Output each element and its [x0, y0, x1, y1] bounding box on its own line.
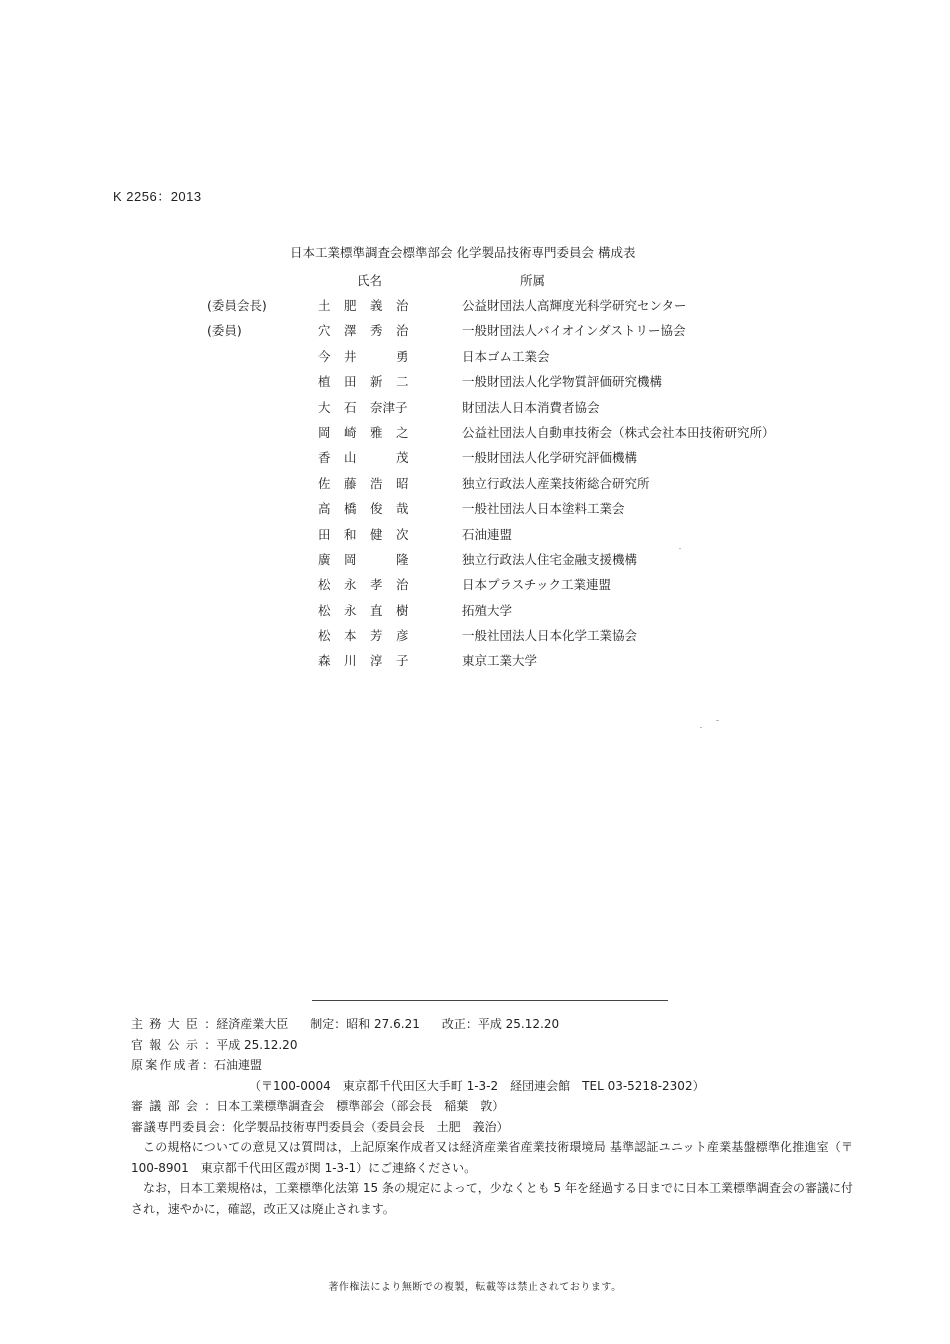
standard-number: K 2256：2013 [113, 189, 202, 204]
member-name-char: 和 [344, 526, 357, 542]
member-name-char: 田 [318, 526, 331, 542]
member-name [318, 398, 422, 416]
scan-speck [716, 720, 719, 721]
member-name [318, 499, 422, 517]
member-name-char: 崎 [344, 424, 357, 440]
member-name-char: 之 [396, 424, 409, 440]
member-name-char: 新 [370, 374, 383, 390]
member-name-char: 奈津子 [370, 399, 408, 415]
member-name-char: 本 [344, 628, 357, 644]
member-name-char: 子 [396, 653, 409, 669]
gazette-value: ：平成 25.12.20 [204, 1037, 298, 1052]
council-value: ：日本工業標準調査会 標準部会（部会長 稲葉 敦） [204, 1099, 505, 1113]
member-name-char: 植 [318, 374, 331, 390]
member-affiliation: 一般社団法人日本塗料工業会 [462, 501, 625, 517]
member-name-char: 浩 [370, 475, 383, 491]
member-name-char: 穴 [318, 323, 331, 339]
member-name [318, 296, 422, 314]
member-table [0, 292, 950, 673]
member-row [0, 546, 950, 571]
member-row [0, 394, 950, 419]
drafter-line [131, 1055, 705, 1076]
minister-label: 主務大臣 [131, 1017, 205, 1031]
member-name [318, 550, 422, 568]
affiliation-column-header: 所属 [520, 273, 546, 288]
scan-speck [700, 727, 702, 728]
member-affiliation: 財団法人日本消費者協会 [462, 399, 600, 415]
member-name [318, 651, 422, 669]
scan-speck [679, 548, 681, 549]
member-name-char: 勇 [396, 348, 409, 364]
member-name-char: 雅 [370, 424, 383, 440]
member-name-char: 石 [344, 399, 357, 415]
drafter-value: ：石油連盟 [202, 1058, 263, 1072]
member-affiliation: 独立行政法人住宅金融支援機構 [462, 551, 638, 567]
member-name-char: 大 [318, 399, 331, 415]
member-name [318, 347, 422, 365]
member-name-char: 岡 [344, 551, 357, 567]
member-row [0, 343, 950, 368]
member-name-char: 松 [318, 602, 331, 618]
colophon [131, 1014, 705, 1137]
member-name-char: 治 [396, 298, 409, 313]
member-affiliation: 一般財団法人バイオインダストリー協会 [462, 323, 686, 339]
member-name-char: 澤 [344, 323, 357, 339]
member-name [318, 525, 422, 543]
technical-committee-label: 審議専門委員会 [131, 1119, 221, 1134]
member-name [318, 626, 422, 644]
member-affiliation: 日本ゴム工業会 [462, 348, 550, 364]
member-row [0, 622, 950, 647]
copyright-notice: 著作権法により無断での複製，転載等は禁止されております。 [328, 1282, 622, 1293]
member-name-char: 芳 [370, 628, 383, 644]
name-column-header: 氏名 [357, 273, 383, 288]
member-name-char: 隆 [396, 551, 409, 567]
member-name-char: 孝 [370, 577, 383, 593]
member-name-char: 永 [344, 577, 357, 593]
member-name [318, 474, 422, 492]
member-name-char: 淳 [370, 653, 383, 669]
member-name [318, 423, 422, 441]
member-name-char: 今 [318, 348, 331, 364]
member-name-char: 直 [370, 602, 383, 618]
member-row [0, 470, 950, 495]
member-affiliation: 公益社団法人自動車技術会（株式会社本田技術研究所） [462, 424, 775, 440]
technical-committee-line [131, 1117, 705, 1138]
member-name-char: 健 [370, 526, 383, 542]
member-name-char: 橋 [344, 501, 357, 517]
member-name [318, 575, 422, 593]
member-name-char: 藤 [344, 475, 357, 491]
member-row [0, 647, 950, 672]
council-line [131, 1096, 705, 1117]
member-name-char: 高 [318, 501, 331, 517]
member-row [0, 571, 950, 596]
member-row [0, 444, 950, 469]
member-row [0, 368, 950, 393]
review-note: なお，日本工業規格は，工業標準化法第 15 条の規定によって，少なくとも 5 年を経過する日までに日本工業標準調査会の審議に付され，速やかに，確認，改正又は廃止されます。 [131, 1181, 853, 1216]
member-row [0, 292, 950, 317]
member-name-char: 香 [318, 450, 331, 466]
member-name-char: 肥 [344, 298, 357, 313]
member-name-char: 二 [396, 374, 409, 390]
member-affiliation: 公益財団法人高輝度光科学研究センター [462, 298, 687, 313]
member-name-char: 川 [344, 653, 357, 669]
member-affiliation: 拓殖大学 [462, 602, 513, 618]
member-role: (委員) [207, 323, 242, 339]
member-name-char: 俊 [370, 501, 383, 517]
section-divider [312, 1000, 668, 1001]
member-name-char: 治 [396, 577, 409, 593]
member-name-char: 治 [396, 323, 409, 339]
member-name-char: 井 [344, 348, 357, 364]
member-name-char: 松 [318, 628, 331, 644]
member-affiliation: 日本プラスチック工業連盟 [462, 577, 612, 593]
member-role: (委員会長) [207, 298, 267, 313]
drafter-address: （〒100-0004 東京都千代田区大手町 1-3-2 経団連会館 TEL 03-5218-2302） [249, 1078, 705, 1093]
member-name-char: 彦 [396, 628, 409, 644]
member-name-char: 土 [318, 298, 331, 313]
member-name-char: 山 [344, 450, 357, 466]
established-date: 制定：昭和 27.6.21 [310, 1017, 420, 1031]
member-row [0, 495, 950, 520]
member-name [318, 601, 422, 619]
member-name [318, 321, 422, 339]
drafter-label: 原案作成者 [131, 1058, 203, 1072]
member-name [318, 448, 422, 466]
member-name-char: 義 [370, 298, 383, 313]
member-name-char: 廣 [318, 551, 331, 567]
member-name-char: 田 [344, 374, 357, 390]
technical-committee-value: ：化学製品技術専門委員会（委員会長 土肥 義治） [220, 1119, 509, 1134]
member-row [0, 419, 950, 444]
member-name-char: 樹 [396, 602, 409, 618]
member-name-char: 茂 [396, 450, 409, 466]
member-affiliation: 一般財団法人化学研究評価機構 [462, 450, 638, 466]
member-row [0, 317, 950, 342]
minister-value: ：経済産業大臣 [204, 1017, 289, 1031]
member-affiliation: 石油連盟 [462, 526, 513, 542]
member-affiliation: 東京工業大学 [462, 653, 538, 669]
minister-line [131, 1014, 705, 1035]
member-name-char: 哉 [396, 501, 409, 517]
member-name-char: 森 [318, 653, 331, 669]
contact-note: この規格についての意見又は質問は，上記原案作成者又は経済産業省産業技術環境局 基準認証ユニット産業基盤標準化推進室（〒100-8901 東京都千代田区霞が関 1-3-1）にご連絡ください。 [131, 1140, 853, 1175]
gazette-line [131, 1035, 705, 1056]
member-affiliation: 独立行政法人産業技術総合研究所 [462, 475, 650, 491]
member-affiliation: 一般財団法人化学物質評価研究機構 [462, 374, 663, 390]
notes [131, 1137, 853, 1219]
committee-roster-title: 日本工業標準調査会標準部会 化学製品技術専門委員会 構成表 [290, 245, 636, 260]
member-name-char: 秀 [370, 323, 383, 339]
member-name-char: 佐 [318, 475, 331, 491]
member-name-char: 昭 [396, 475, 409, 491]
revised-date: 改正：平成 25.12.20 [441, 1017, 560, 1031]
member-row [0, 597, 950, 622]
council-label: 審議部会 [131, 1099, 205, 1113]
member-name-char: 永 [344, 602, 357, 618]
member-name-char: 松 [318, 577, 331, 593]
member-row [0, 521, 950, 546]
member-affiliation: 一般社団法人日本化学工業協会 [462, 628, 638, 644]
member-name-char: 岡 [318, 424, 331, 440]
member-name [318, 372, 422, 390]
member-name-char: 次 [396, 526, 409, 542]
gazette-label: 官報公示 [131, 1037, 205, 1052]
